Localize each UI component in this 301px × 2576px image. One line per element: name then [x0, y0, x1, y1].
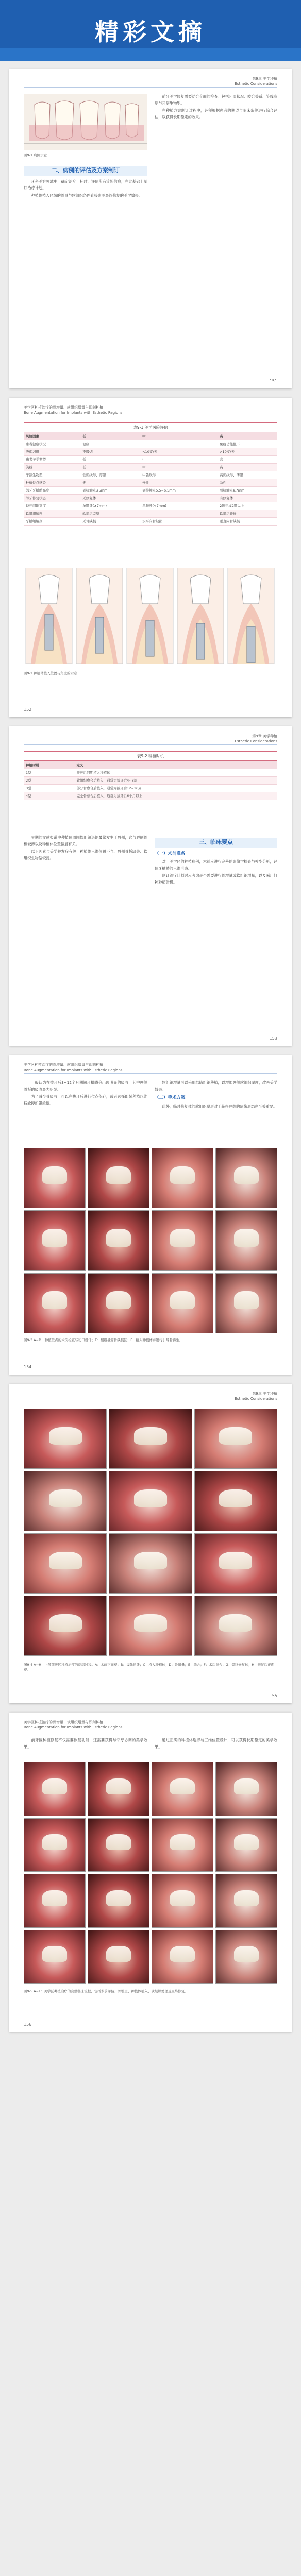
table-row — [24, 502, 277, 510]
clinical-photo — [24, 1148, 86, 1208]
table-cell: 单颗牙(≥7mm) — [80, 502, 140, 510]
page-header — [24, 405, 277, 416]
tooth-shape — [170, 1946, 194, 1962]
table-cell: 笑线 — [24, 463, 80, 471]
chapter-title: 第9章 美学种植 — [252, 734, 277, 738]
implant-panel — [76, 568, 123, 664]
book-subtitle: Bone Augmentation for Implants with Esthetic Regions — [24, 1068, 123, 1072]
page-header — [24, 1720, 277, 1731]
clinical-photo — [215, 1762, 277, 1816]
table-header-cell: 中 — [140, 432, 218, 440]
right-column — [155, 94, 277, 122]
implant-panel — [26, 568, 72, 664]
page-3 — [9, 726, 292, 1046]
clinical-photo — [24, 1818, 86, 1872]
paragraph: 以下因素与美学并发症有关：种植体三维位置不当、唇侧骨板缺失、软组织生物型较薄。 — [24, 849, 147, 860]
tooth-shape — [42, 1166, 66, 1184]
tooth-shape — [234, 1166, 258, 1184]
table-header-cell: 风险因素 — [24, 432, 80, 440]
table-cell: 4型 — [24, 792, 75, 800]
tooth-shape — [134, 1552, 167, 1570]
table-cell: 中 — [140, 455, 218, 463]
table-row — [24, 486, 277, 494]
clinical-photo — [152, 1762, 213, 1816]
table-cell: 3型 — [24, 784, 75, 792]
tooth-shape — [42, 1834, 66, 1850]
table-row — [24, 479, 277, 486]
page-header — [24, 76, 277, 88]
table-cell — [140, 440, 218, 448]
clinical-photo — [88, 1210, 149, 1270]
page-4 — [9, 1055, 292, 1375]
page-number: 154 — [24, 1365, 32, 1369]
page-6 — [9, 1713, 292, 2032]
clinical-photo — [88, 1762, 149, 1816]
table-header-cell: 高 — [218, 432, 277, 440]
clinical-photo — [152, 1210, 213, 1270]
table-cell: 软组织解剖 — [24, 510, 80, 517]
page-number: 151 — [269, 379, 277, 383]
page-header — [24, 734, 277, 745]
tooth-shape — [170, 1834, 194, 1850]
tooth-shape — [134, 1614, 167, 1632]
table-cell: 到接触点≤5mm — [80, 486, 140, 494]
table-cell: 不吸烟 — [80, 448, 140, 455]
tooth-shape — [234, 1291, 258, 1309]
table — [24, 432, 277, 526]
clinical-photo — [109, 1596, 192, 1656]
table — [24, 761, 277, 800]
page-number: 152 — [24, 707, 32, 712]
table-cell: 邻牙牙槽嵴高度 — [24, 486, 80, 494]
photo-grid — [24, 1148, 277, 1333]
clinical-photo — [152, 1930, 213, 1984]
table-row — [24, 440, 277, 448]
clinical-photo — [215, 1874, 277, 1928]
table-cell: 无修复体 — [80, 494, 140, 502]
tooth-shape — [234, 1778, 258, 1794]
clinical-photo — [24, 1273, 86, 1333]
table-cell: 垂直向骨缺损 — [218, 517, 277, 525]
clinical-photo — [88, 1273, 149, 1333]
book-subtitle: Bone Augmentation for Implants with Esthetic Regions — [24, 411, 123, 415]
tooth-shape — [42, 1291, 66, 1309]
tooth-shape — [42, 1946, 66, 1962]
clinical-photo — [215, 1148, 277, 1208]
subsection-title: （一）术前准备 — [155, 851, 186, 856]
clinical-photo — [88, 1930, 149, 1984]
tooth-shape — [106, 1834, 130, 1850]
tooth-shape — [49, 1489, 82, 1507]
table-row — [24, 769, 277, 776]
clinical-photo — [152, 1273, 213, 1333]
page-header — [24, 1391, 277, 1402]
clinical-photo — [88, 1148, 149, 1208]
figure-caption: 图9-3 A~D：种植位点的术前检查与切口设计；E：翻瓣暴露骨缺损区；F：植入种植体并进行引导骨再生。 — [24, 1338, 183, 1342]
table-cell: 无 — [80, 479, 140, 486]
subsection-title: （二）手术方案 — [155, 1095, 186, 1101]
table-cell: 到接触点≥7mm — [218, 486, 277, 494]
table-header-cell: 定义 — [75, 761, 277, 769]
paragraph: 早期的文献报道中种植体周围软组织退缩最常发生于唇侧，这与唇侧骨板较薄以及种植体位置偏唇有关。 — [24, 835, 147, 846]
table-cell: 牙龈生物型 — [24, 471, 80, 479]
table-cell: 低 — [80, 463, 140, 471]
table-cell: 患者美学期望 — [24, 455, 80, 463]
table-header-cell: 种植时机 — [24, 761, 75, 769]
clinical-photo — [24, 1210, 86, 1270]
clinical-photo — [194, 1596, 277, 1656]
book-title: 美学区种植治疗的骨增量、软组织增量与即刻种植 — [24, 1063, 103, 1067]
paragraph: 前牙区种植修复不仅需要恢复功能，还需要获得与邻牙协调的美学效果。 — [24, 1738, 147, 1749]
figure-caption: 图9-5 A~L：美学区种植治疗的完整临床流程，包括术前评估、骨增量、种植体植入、软组织处理及最终修复。 — [24, 1989, 188, 1993]
figure-caption: 图9-2 种植体植入位置与角度的示意 — [24, 671, 77, 675]
tooth-shape — [106, 1166, 130, 1184]
clinical-photo — [24, 1874, 86, 1928]
table-cell: 吸烟习惯 — [24, 448, 80, 455]
chapter-title: 第9章 美学种植 — [252, 77, 277, 81]
table-cell: 有修复体 — [218, 494, 277, 502]
banner-stripe — [0, 48, 301, 61]
table-cell: 2颗牙或2颗以上 — [218, 502, 277, 510]
clinical-photo — [194, 1409, 277, 1469]
paragraph: 对于美学区的种植病例，术前应进行完善的影像学检查与模型分析，评估牙槽嵴的三维形态。 — [155, 859, 277, 871]
left-column — [24, 1737, 147, 1751]
right-column — [155, 1737, 277, 1751]
clinical-photo — [215, 1930, 277, 1984]
table-cell: 软组织完整 — [80, 510, 140, 517]
paragraph: 在种植方案制订过程中，必须根据患者的期望与临床条件进行综合评估，以获得长期稳定的效果。 — [155, 108, 277, 120]
page-number: 155 — [269, 1693, 277, 1698]
tooth-diagram — [24, 94, 147, 150]
table-cell: 邻牙修复状态 — [24, 494, 80, 502]
table-row — [24, 448, 277, 455]
table-cell: 拔牙后同期植入种植体 — [75, 769, 277, 776]
table-row — [24, 455, 277, 463]
paragraph: 牙科美容领域中，确定治疗目标时，评估所有诊断信息，在此基础上制订治疗计划。 — [24, 179, 147, 191]
tooth-shape — [106, 1291, 130, 1309]
clinical-photo — [109, 1471, 192, 1531]
table-cell: 慢性 — [140, 479, 218, 486]
table-cell: 高 — [218, 463, 277, 471]
tooth-shape — [134, 1427, 167, 1445]
paragraph: 通过正确的种植体选择与三维位置设计，可以获得长期稳定的美学效果。 — [155, 1738, 277, 1749]
paragraph: 种植体植入区域的骨量与软组织条件直接影响最终修复的美学效果。 — [31, 193, 143, 198]
table-row — [24, 784, 277, 792]
clinical-photo — [24, 1596, 107, 1656]
table-row — [24, 494, 277, 502]
table-header-cell: 低 — [80, 432, 140, 440]
table-cell: 完全骨愈合后植入，通常为拔牙后6个月以上 — [75, 792, 277, 800]
table-cell: 低弧线形、厚龈 — [80, 471, 140, 479]
table-cell: 低 — [80, 455, 140, 463]
implant-diagram — [24, 568, 277, 666]
tooth-shape — [170, 1229, 194, 1247]
figure-caption: 图9-1 病例示意 — [24, 153, 47, 157]
risk-table — [24, 422, 277, 526]
chapter-subtitle: Esthetic Considerations — [235, 1397, 277, 1401]
table-cell: 软组织缺损 — [218, 510, 277, 517]
page-1 — [9, 69, 292, 388]
section-title: 三、临床要点 — [155, 838, 277, 848]
clinical-photo — [109, 1533, 192, 1594]
chapter-subtitle: Esthetic Considerations — [235, 82, 277, 86]
tooth-shape — [170, 1778, 194, 1794]
table-title: 表9-2 种植时机 — [24, 751, 277, 761]
photo-grid — [24, 1762, 277, 1984]
table-cell: 患者健康状况 — [24, 440, 80, 448]
chapter-subtitle: Esthetic Considerations — [235, 739, 277, 743]
table-row — [24, 471, 277, 479]
table-cell: 软组织愈合后植入，通常为拔牙后4~8周 — [75, 776, 277, 784]
table-cell: 2型 — [24, 776, 75, 784]
paragraph: 软组织增量可以采用结缔组织移植，以增加唇侧软组织厚度，改善美学效果。 — [155, 1080, 277, 1092]
banner-title: 精彩文摘 — [95, 18, 206, 46]
tooth-shape — [106, 1890, 130, 1906]
table-cell: 急性 — [218, 479, 277, 486]
clinical-photo — [24, 1930, 86, 1984]
implant-panel — [127, 568, 173, 664]
table-cell: >10支/天 — [218, 448, 277, 455]
book-title: 美学区种植治疗的骨增量、软组织增量与即刻种植 — [24, 405, 103, 410]
clinical-photo — [24, 1471, 107, 1531]
table-cell: 缺牙间隙宽度 — [24, 502, 80, 510]
table-cell: 健康 — [80, 440, 140, 448]
book-title: 美学区种植治疗的骨增量、软组织增量与即刻种植 — [24, 1720, 103, 1724]
chapter-title: 第9章 美学种植 — [252, 1392, 277, 1396]
photo-grid — [24, 1409, 277, 1656]
table-cell: <10支/天 — [140, 448, 218, 455]
clinical-photo — [24, 1409, 107, 1469]
tooth-shape — [42, 1778, 66, 1794]
tooth-shape — [234, 1890, 258, 1906]
page-number: 153 — [269, 1036, 277, 1041]
implant-panel — [177, 568, 224, 664]
tooth-shape — [106, 1229, 130, 1247]
table-cell: 牙槽嵴解剖 — [24, 517, 80, 525]
clinical-photo — [194, 1533, 277, 1594]
tooth-shape — [234, 1229, 258, 1247]
tooth-shape — [42, 1890, 66, 1906]
tooth-shape — [170, 1166, 194, 1184]
clinical-photo — [194, 1471, 277, 1531]
left-column — [24, 835, 147, 862]
clinical-photo — [215, 1210, 277, 1270]
table-title: 表9-1 美学风险评估 — [24, 422, 277, 432]
tooth-shape — [219, 1614, 252, 1632]
clinical-photo — [24, 1762, 86, 1816]
table-cell: 部分骨愈合后植入，通常为拔牙后12~16周 — [75, 784, 277, 792]
tooth-shape — [106, 1778, 130, 1794]
paragraph: 制订治疗计划时应考虑是否需要进行骨增量或软组织增量，以及采用何种种植时机。 — [155, 873, 277, 885]
tooth-shape — [170, 1291, 194, 1309]
implant-panel — [228, 568, 274, 664]
clinical-photo — [215, 1818, 277, 1872]
paragraph: 此外，临时修复体的软组织塑形对于获得理想的龈缘形态也至关重要。 — [162, 1104, 277, 1109]
right-column — [155, 835, 277, 887]
tooth-shape — [219, 1552, 252, 1570]
tooth-shape — [219, 1427, 252, 1445]
page-5 — [9, 1384, 292, 1703]
header-banner — [0, 0, 301, 61]
paragraph: 一般认为在拔牙后3~12个月期间牙槽嵴会出现明显的吸收，其中唇侧骨板的吸收最为明显。 — [24, 1080, 147, 1092]
clinical-photo — [88, 1874, 149, 1928]
clinical-photo — [152, 1148, 213, 1208]
right-column — [155, 1080, 277, 1111]
book-subtitle: Bone Augmentation for Implants with Esthetic Regions — [24, 1725, 123, 1730]
tooth-shape — [219, 1489, 252, 1507]
tooth-shape — [42, 1229, 66, 1247]
clinical-photo — [215, 1273, 277, 1333]
tooth-shape — [106, 1946, 130, 1962]
table-cell: 种植位点感染 — [24, 479, 80, 486]
clinical-photo — [88, 1818, 149, 1872]
table-cell — [140, 494, 218, 502]
table-cell: 水平向骨缺损 — [140, 517, 218, 525]
table-cell — [140, 510, 218, 517]
paragraph: 为了减少骨吸收，可以在拔牙后进行位点保存，或者选择即刻种植以维持软硬组织轮廓。 — [24, 1094, 147, 1106]
page-header — [24, 1062, 277, 1074]
clinical-photo — [152, 1874, 213, 1928]
timing-table — [24, 751, 277, 800]
table-row — [24, 792, 277, 800]
tooth-shape — [170, 1890, 194, 1906]
table-cell: 高 — [218, 455, 277, 463]
table-row — [24, 517, 277, 525]
tooth-shape — [49, 1614, 82, 1632]
table-row — [24, 463, 277, 471]
table-row — [24, 776, 277, 784]
table-row — [24, 510, 277, 517]
tooth-shape — [49, 1427, 82, 1445]
table-cell: 中 — [140, 463, 218, 471]
clinical-photo — [152, 1818, 213, 1872]
section-title: 二、病例的评估及方案制订 — [24, 166, 147, 176]
table-cell: 免疫功能低下 — [218, 440, 277, 448]
page-2 — [9, 398, 292, 717]
tooth-shape — [234, 1834, 258, 1850]
tooth-shape — [234, 1946, 258, 1962]
table-cell: 无骨缺损 — [80, 517, 140, 525]
left-column — [24, 163, 147, 200]
table-cell: 单颗牙(<7mm) — [140, 502, 218, 510]
clinical-photo — [109, 1409, 192, 1469]
table-cell: 高弧线形、薄龈 — [218, 471, 277, 479]
figure-caption: 图9-4 A~H：上颌前牙区种植治疗的临床过程。A：术前正面观；B：拔除患牙；C：植入种植体；D：骨增量；E：缝合；F：术后愈合；G：最终修复体；H：修复后正面观。 — [24, 1663, 275, 1672]
page-number: 156 — [24, 2022, 32, 2027]
table-cell: 到接触点5.5~6.5mm — [140, 486, 218, 494]
clinical-photo — [24, 1533, 107, 1594]
paragraph: 前牙美学修复需要结合全面的检查：包括牙周状况、咬合关系、笑线高度与牙龈生物型。 — [155, 94, 277, 106]
tooth-shape — [134, 1489, 167, 1507]
table-cell: 1型 — [24, 769, 75, 776]
tooth-shape — [49, 1552, 82, 1570]
table-cell: 中弧线形 — [140, 471, 218, 479]
left-column — [24, 1080, 147, 1108]
